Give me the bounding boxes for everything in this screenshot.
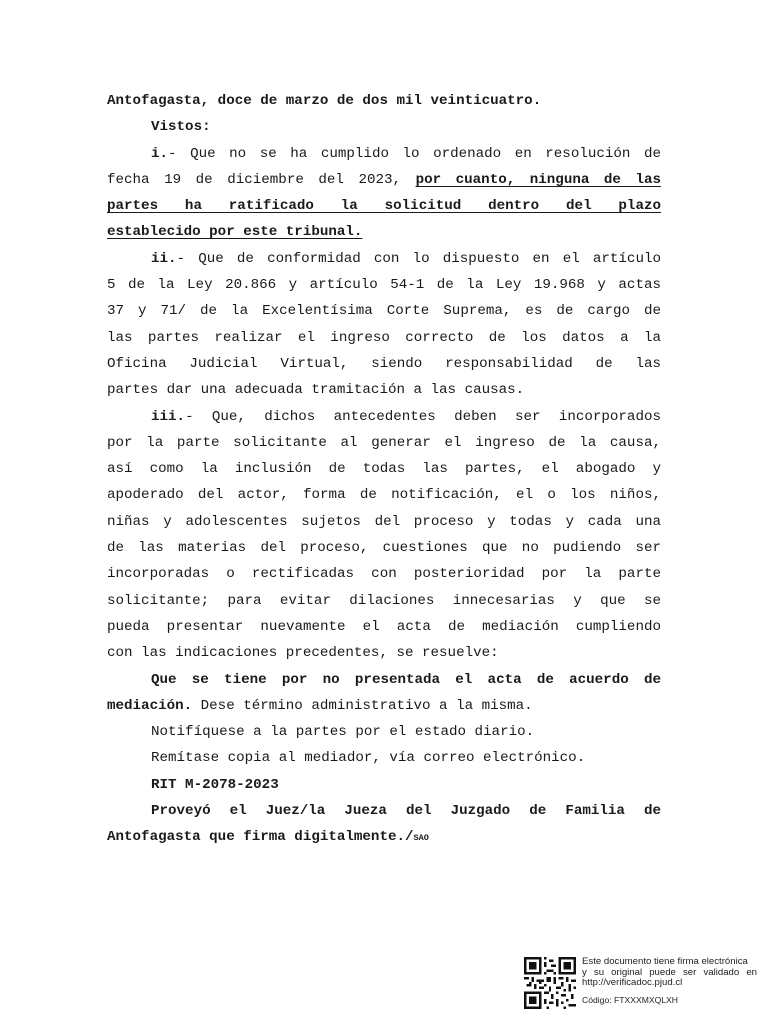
underlined-text: partes ha ratificado la solicitud dentro del plazo [107, 198, 661, 215]
paragraph-3-line: de las materias del proceso, cuestiones que no pudiendo ser [107, 540, 661, 557]
resolution-statement: Que se tiene por no presentada el acta de acuerdo de [151, 671, 661, 688]
paragraph-2-line: Oficina Judicial Virtual, siendo responsabilidad de las [107, 355, 661, 372]
qr-code-icon [524, 957, 576, 1009]
paragraph-3-line: solicitante; para evitar dilaciones innecesarias y que se [107, 592, 661, 609]
paragraph-2-line: 37 y 71/ de la Excelentísima Corte Suprema, es de cargo de [107, 303, 661, 320]
signature-notice-line: y su original puede ser validado en [582, 966, 757, 978]
closing-line: Antofagasta que firma digitalmente./SAO [107, 829, 429, 846]
paragraph-3-line: iii.- Que, dichos antecedentes deben ser incorporados [151, 408, 661, 425]
paragraph-2-line: partes dar una adecuada tramitación a las causas. [107, 382, 525, 399]
date-line: Antofagasta, doce de marzo de dos mil veinticuatro. [107, 93, 542, 109]
signature-notice-line: Este documento tiene firma electrónica [582, 956, 748, 967]
paragraph-number: ii. [151, 250, 177, 267]
paragraph-1-line: fecha 19 de diciembre del 2023, por cuanto, ninguna de las [107, 171, 661, 188]
e-signature-footer [524, 957, 760, 1017]
closing-line: Proveyó el Juez/la Jueza del Juzgado de Familia de [151, 803, 661, 820]
copy-line: Remítase copia al mediador, vía correo electrónico. [151, 750, 586, 767]
paragraph-2-line: 5 de la Ley 20.866 y artículo 54-1 de la Ley 19.968 y actas [107, 277, 661, 294]
paragraph-3-line: niñas y adolescentes sujetos del proceso y todas y cada una [107, 513, 661, 530]
paragraph-3-line: por la parte solicitante al generar el ingreso de la causa, [107, 434, 661, 451]
paragraph-number: iii. [151, 408, 186, 425]
paragraph-3-line: con las indicaciones precedentes, se resuelve: [107, 645, 499, 662]
paragraph-3-line: apoderado del actor, forma de notificación, el o los niños, [107, 487, 661, 504]
case-number: RIT M-2078-2023 [151, 776, 279, 793]
paragraph-2-line: ii.- Que de conformidad con lo dispuesto en el artículo [151, 250, 661, 267]
paragraph-3-line: pueda presentar nuevamente el acta de mediación cumpliendo [107, 618, 661, 635]
paragraph-3-line: incorporadas o rectificadas con posterioridad por la parte [107, 566, 661, 583]
signature-notice [582, 957, 757, 1005]
resolution-body [107, 88, 661, 851]
paragraph-3-line: así como la inclusión de todas las partes, el abogado y [107, 461, 661, 478]
vistos-heading: Vistos: [151, 119, 211, 136]
paragraph-1-line [107, 219, 661, 245]
underlined-text: por cuanto, ninguna de las [415, 171, 661, 188]
paragraph-number: i. [151, 145, 169, 162]
paragraph-1-line: i.- Que no se ha cumplido lo ordenado en resolución de [151, 145, 661, 162]
initials: SAO [413, 833, 429, 844]
verification-url[interactable]: http://verificadoc.pjud.cl [582, 977, 683, 989]
notify-line: Notifíquese a la partes por el estado diario. [151, 724, 535, 741]
paragraph-2-line: las partes realizar el ingreso correcto de los datos a la [107, 329, 661, 346]
underlined-text: establecido por este tribunal. [107, 224, 363, 241]
resolution-statement: mediación. Dese término administrativo a la misma. [107, 697, 533, 714]
verification-code: Código: FTXXXMXQLXH [582, 994, 678, 1005]
